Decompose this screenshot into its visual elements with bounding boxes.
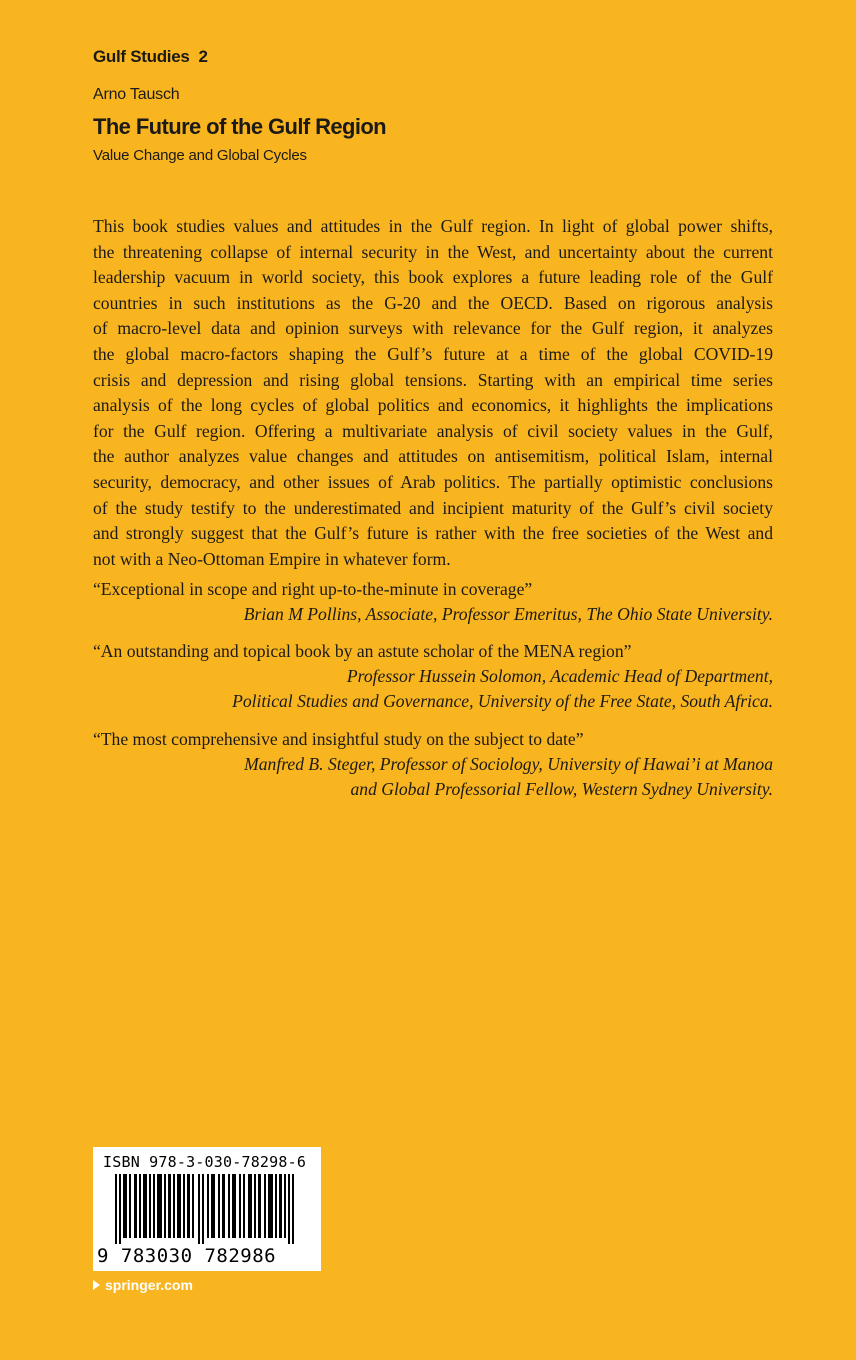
isbn-label: ISBN 978-3-030-78298-6 [103, 1153, 307, 1171]
description-line: not with a Neo-Ottoman Empire in whatever form. [93, 548, 451, 569]
endorsement-attribution: Political Studies and Governance, University of the Free State, South Africa. [232, 691, 773, 711]
endorsement-attribution: Manfred B. Steger, Professor of Sociology, University of Hawai’i at Manoa [244, 754, 773, 774]
barcode-bars-icon [101, 1174, 313, 1244]
publisher-url: springer.com [105, 1277, 193, 1293]
barcode-digits: 9 783030 782986 [97, 1245, 277, 1267]
description-line: This book studies values and attitudes in the Gulf region. In light of global power shifts, [93, 216, 773, 236]
series-name: Gulf Studies [93, 47, 190, 66]
publisher-link[interactable] [93, 1277, 193, 1293]
description-line: countries in such institutions as the G-20 and the OECD. Based on rigorous analysis [93, 292, 773, 313]
arrow-right-icon [93, 1280, 100, 1290]
description-line: and strongly suggest that the Gulf’s future is rather with the free societies of the West and [93, 523, 773, 544]
book-author: Arno Tausch [93, 86, 180, 103]
description-line: the global macro-factors shaping the Gulf’s future at a time of the global COVID-19 [93, 343, 773, 364]
book-description [93, 214, 773, 572]
book-subtitle: Value Change and Global Cycles [93, 147, 307, 164]
series-label [93, 47, 208, 67]
description-line: leadership vacuum in world society, this book explores a future leading role of the Gulf [93, 267, 773, 288]
endorsement-quote: “Exceptional in scope and right up-to-the-minute in coverage” [93, 579, 533, 599]
endorsement [93, 727, 773, 802]
description-line: of macro-level data and opinion surveys with relevance for the Gulf region, it analyzes [93, 318, 773, 339]
endorsement-attribution: and Global Professorial Fellow, Western Sydney University. [350, 779, 773, 799]
description-line: of the study testify to the underestimated and incipient maturity of the Gulf’s civil society [93, 497, 773, 518]
description-line: the threatening collapse of internal security in the West, and uncertainty about the current [93, 241, 773, 262]
endorsement-attribution: Professor Hussein Solomon, Academic Head of Department, [346, 666, 773, 686]
description-line: the author analyzes value changes and attitudes on antisemitism, political Islam, internal [93, 446, 773, 467]
description-line: security, democracy, and other issues of Arab politics. The partially optimistic conclusions [93, 471, 773, 492]
endorsement-attribution: Brian M Pollins, Associate, Professor Emeritus, The Ohio State University. [243, 604, 773, 624]
series-number: 2 [198, 47, 208, 66]
endorsement-quote: “An outstanding and topical book by an astute scholar of the MENA region” [93, 641, 632, 661]
book-title: The Future of the Gulf Region [93, 114, 387, 139]
endorsement [93, 577, 773, 627]
description-line: for the Gulf region. Offering a multivariate analysis of civil society values in the Gulf, [93, 420, 773, 441]
isbn-barcode [93, 1147, 321, 1271]
description-line: analysis of the long cycles of global politics and economics, it highlights the implications [93, 395, 773, 416]
endorsement-quote: “The most comprehensive and insightful study on the subject to date” [93, 729, 584, 749]
description-line: crisis and depression and rising global tensions. Starting with an empirical time series [93, 369, 773, 390]
endorsement [93, 639, 773, 714]
